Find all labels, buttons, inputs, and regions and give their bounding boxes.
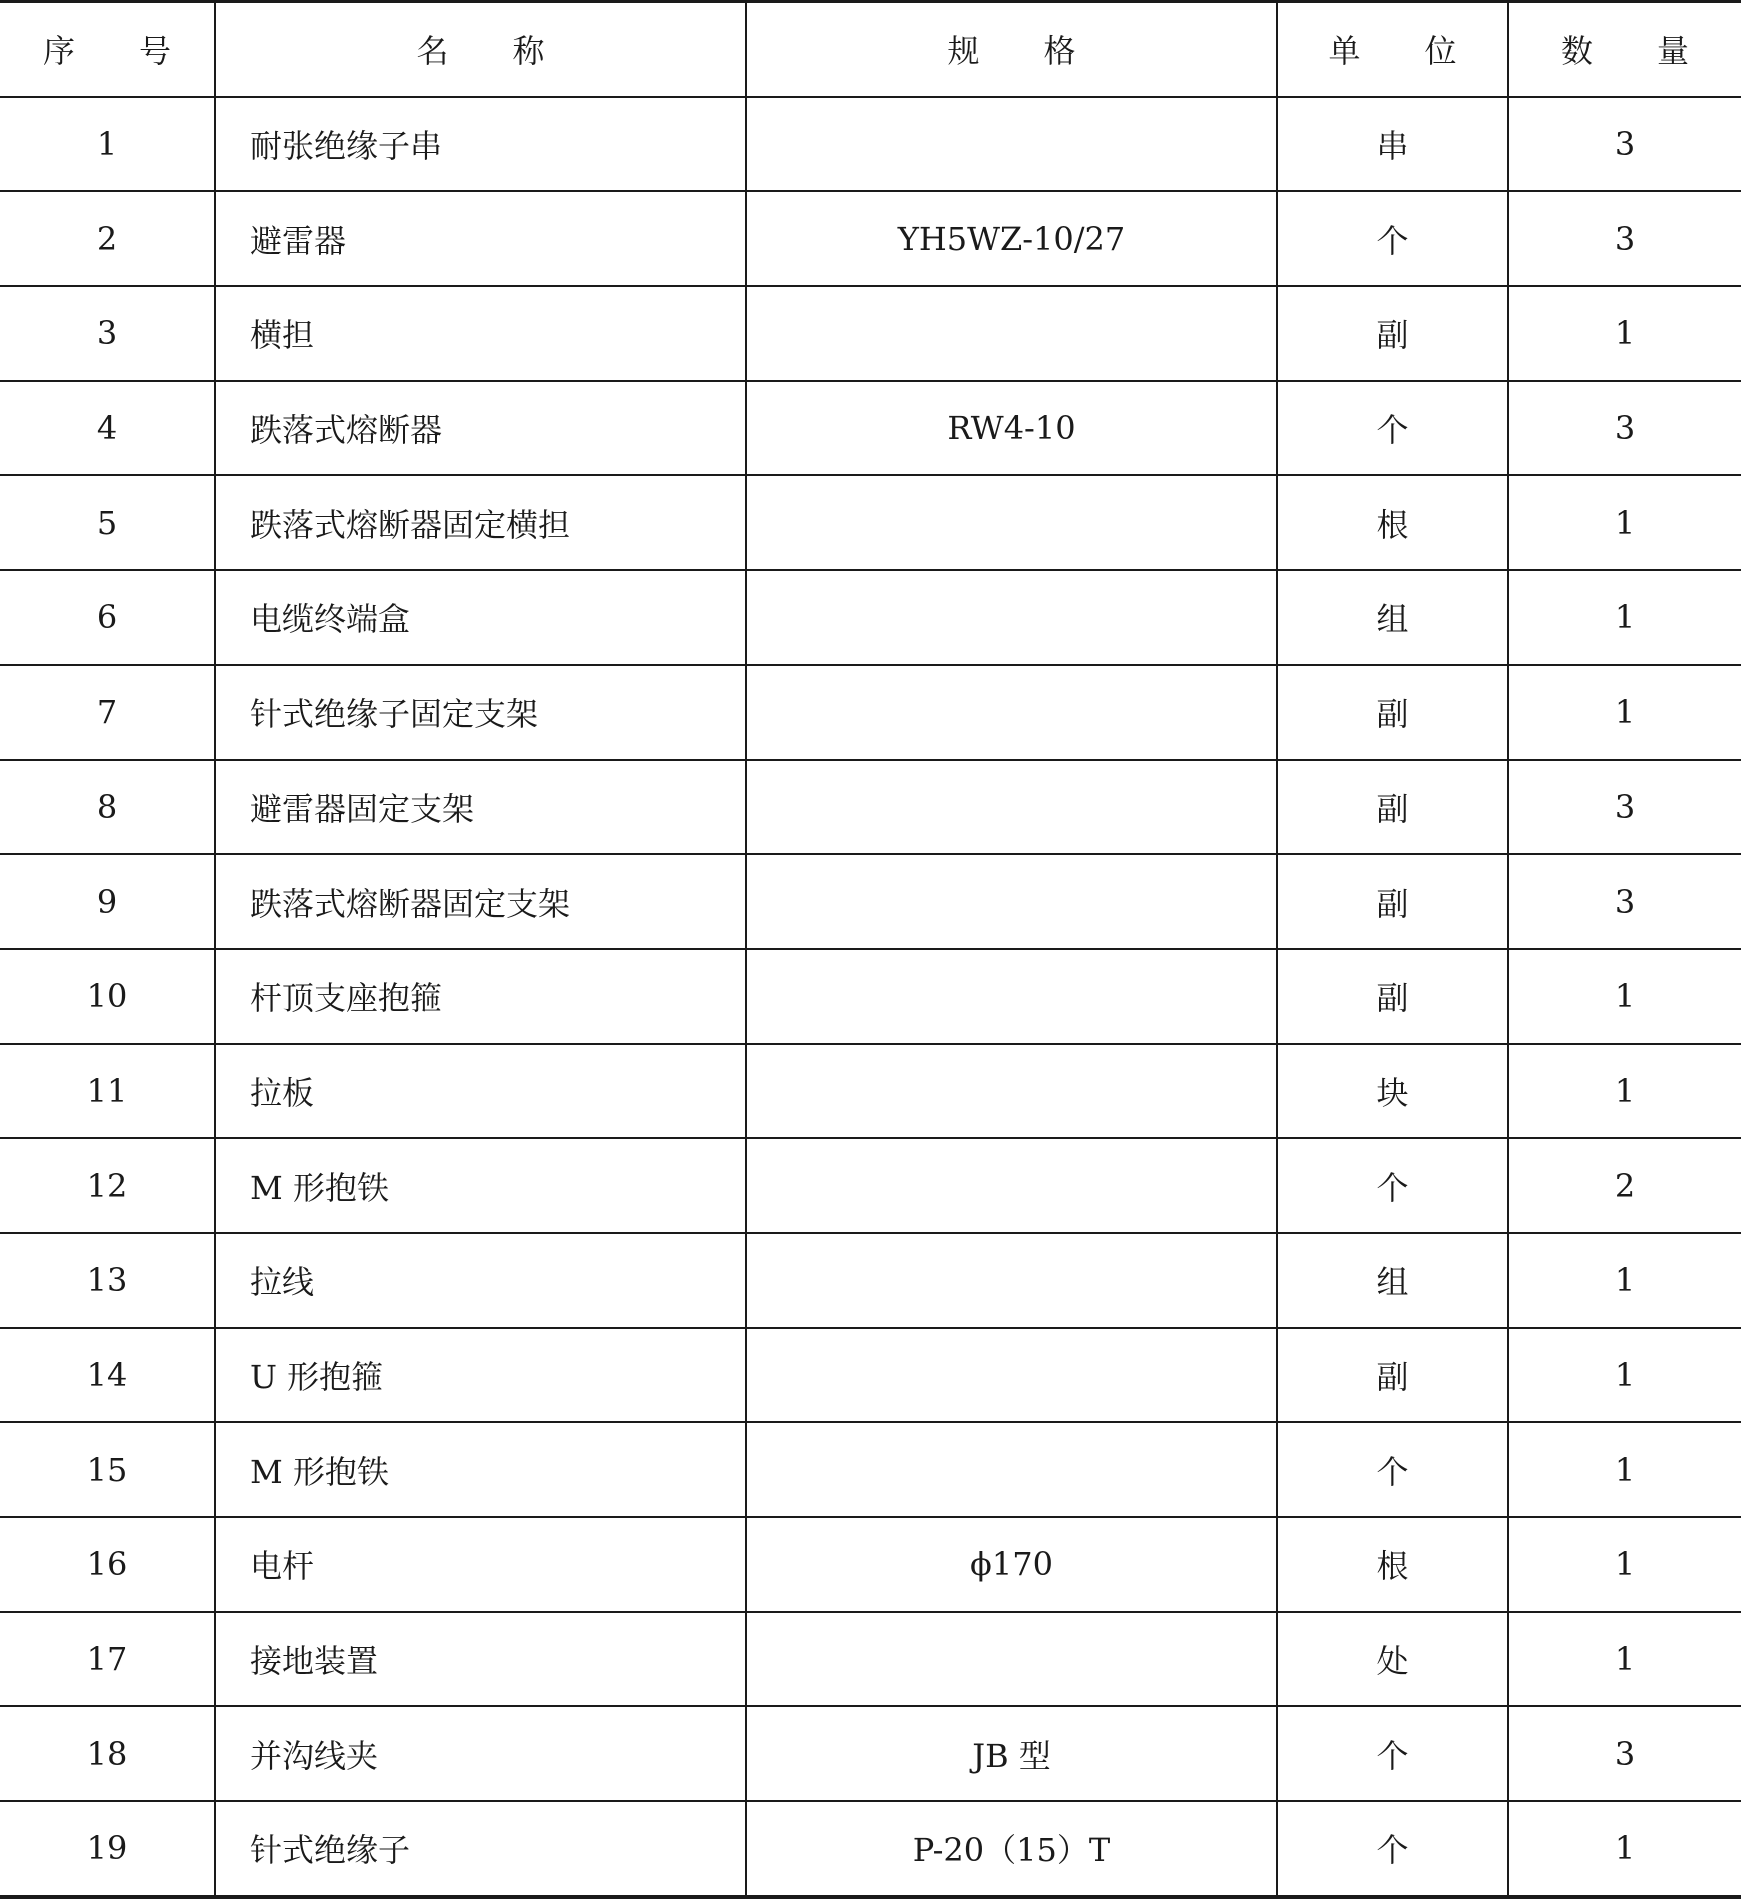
cell-qty: 1: [1508, 570, 1741, 665]
cell-qty: 3: [1508, 381, 1741, 476]
cell-unit: 块: [1277, 1044, 1508, 1139]
cell-unit: 个: [1277, 1801, 1508, 1897]
cell-name: 拉板: [215, 1044, 746, 1139]
cell-qty: 3: [1508, 1706, 1741, 1801]
cell-qty: 1: [1508, 1422, 1741, 1517]
cell-no: 11: [0, 1044, 215, 1139]
cell-name: 电缆终端盒: [215, 570, 746, 665]
cell-no: 17: [0, 1612, 215, 1707]
cell-qty: 1: [1508, 1328, 1741, 1423]
table-row: [0, 760, 1741, 855]
cell-name: 跌落式熔断器固定横担: [215, 475, 746, 570]
cell-qty: 2: [1508, 1138, 1741, 1233]
header-name: 名 称: [215, 2, 746, 97]
cell-no: 4: [0, 381, 215, 476]
cell-no: 9: [0, 854, 215, 949]
cell-qty: 1: [1508, 1612, 1741, 1707]
header-qty: 数 量: [1508, 2, 1741, 97]
cell-unit: 处: [1277, 1612, 1508, 1707]
cell-no: 2: [0, 191, 215, 286]
cell-no: 14: [0, 1328, 215, 1423]
header-unit: 单 位: [1277, 2, 1508, 97]
cell-spec: [746, 475, 1277, 570]
cell-unit: 组: [1277, 1233, 1508, 1328]
cell-qty: 1: [1508, 1517, 1741, 1612]
cell-name: 针式绝缘子固定支架: [215, 665, 746, 760]
cell-spec: [746, 1138, 1277, 1233]
table-row: [0, 949, 1741, 1044]
cell-spec: [746, 570, 1277, 665]
cell-name: U 形抱箍: [215, 1328, 746, 1423]
cell-spec: [746, 760, 1277, 855]
cell-spec: JB 型: [746, 1706, 1277, 1801]
cell-unit: 副: [1277, 854, 1508, 949]
header-no: 序 号: [0, 2, 215, 97]
table-row: [0, 1517, 1741, 1612]
cell-unit: 个: [1277, 191, 1508, 286]
cell-no: 19: [0, 1801, 215, 1897]
cell-name: 耐张绝缘子串: [215, 97, 746, 192]
cell-name: 拉线: [215, 1233, 746, 1328]
cell-unit: 组: [1277, 570, 1508, 665]
table-row: [0, 1801, 1741, 1897]
table-row: [0, 1706, 1741, 1801]
cell-spec: P-20（15）T: [746, 1801, 1277, 1897]
cell-unit: 副: [1277, 949, 1508, 1044]
cell-qty: 3: [1508, 191, 1741, 286]
table-row: [0, 570, 1741, 665]
cell-unit: 个: [1277, 1138, 1508, 1233]
header-row: [0, 2, 1741, 97]
cell-name: 接地装置: [215, 1612, 746, 1707]
cell-name: 跌落式熔断器: [215, 381, 746, 476]
table-row: [0, 1233, 1741, 1328]
cell-no: 6: [0, 570, 215, 665]
cell-spec: [746, 1422, 1277, 1517]
cell-name: 杆顶支座抱箍: [215, 949, 746, 1044]
table-body: [0, 97, 1741, 1897]
cell-no: 7: [0, 665, 215, 760]
cell-name: 并沟线夹: [215, 1706, 746, 1801]
cell-unit: 副: [1277, 286, 1508, 381]
table-row: [0, 1612, 1741, 1707]
cell-name: M 形抱铁: [215, 1422, 746, 1517]
table-row: [0, 665, 1741, 760]
cell-name: M 形抱铁: [215, 1138, 746, 1233]
cell-spec: [746, 1044, 1277, 1139]
cell-spec: [746, 665, 1277, 760]
cell-unit: 串: [1277, 97, 1508, 192]
cell-qty: 1: [1508, 1801, 1741, 1897]
cell-qty: 1: [1508, 665, 1741, 760]
cell-name: 横担: [215, 286, 746, 381]
cell-no: 1: [0, 97, 215, 192]
cell-qty: 1: [1508, 475, 1741, 570]
cell-qty: 3: [1508, 97, 1741, 192]
table-header: [0, 2, 1741, 97]
cell-spec: ϕ170: [746, 1517, 1277, 1612]
cell-no: 15: [0, 1422, 215, 1517]
cell-unit: 根: [1277, 1517, 1508, 1612]
cell-spec: RW4-10: [746, 381, 1277, 476]
cell-qty: 1: [1508, 286, 1741, 381]
table-row: [0, 854, 1741, 949]
cell-spec: [746, 97, 1277, 192]
cell-no: 5: [0, 475, 215, 570]
cell-unit: 根: [1277, 475, 1508, 570]
cell-no: 3: [0, 286, 215, 381]
cell-unit: 副: [1277, 665, 1508, 760]
header-spec: 规 格: [746, 2, 1277, 97]
cell-spec: YH5WZ-10/27: [746, 191, 1277, 286]
cell-qty: 3: [1508, 854, 1741, 949]
cell-spec: [746, 854, 1277, 949]
table-row: [0, 475, 1741, 570]
cell-qty: 1: [1508, 1044, 1741, 1139]
cell-no: 12: [0, 1138, 215, 1233]
cell-name: 避雷器: [215, 191, 746, 286]
cell-spec: [746, 286, 1277, 381]
cell-name: 电杆: [215, 1517, 746, 1612]
cell-spec: [746, 1612, 1277, 1707]
table-row: [0, 1328, 1741, 1423]
cell-spec: [746, 949, 1277, 1044]
table-row: [0, 286, 1741, 381]
cell-spec: [746, 1328, 1277, 1423]
table-row: [0, 1422, 1741, 1517]
cell-name: 针式绝缘子: [215, 1801, 746, 1897]
cell-name: 跌落式熔断器固定支架: [215, 854, 746, 949]
cell-unit: 副: [1277, 760, 1508, 855]
cell-unit: 个: [1277, 1422, 1508, 1517]
cell-unit: 个: [1277, 1706, 1508, 1801]
table-row: [0, 1044, 1741, 1139]
table-row: [0, 191, 1741, 286]
cell-qty: 1: [1508, 949, 1741, 1044]
cell-no: 10: [0, 949, 215, 1044]
cell-no: 16: [0, 1517, 215, 1612]
cell-qty: 1: [1508, 1233, 1741, 1328]
table-row: [0, 97, 1741, 192]
cell-no: 8: [0, 760, 215, 855]
cell-qty: 3: [1508, 760, 1741, 855]
table-row: [0, 381, 1741, 476]
cell-spec: [746, 1233, 1277, 1328]
cell-name: 避雷器固定支架: [215, 760, 746, 855]
cell-unit: 个: [1277, 381, 1508, 476]
cell-no: 18: [0, 1706, 215, 1801]
table-row: [0, 1138, 1741, 1233]
cell-no: 13: [0, 1233, 215, 1328]
cell-unit: 副: [1277, 1328, 1508, 1423]
